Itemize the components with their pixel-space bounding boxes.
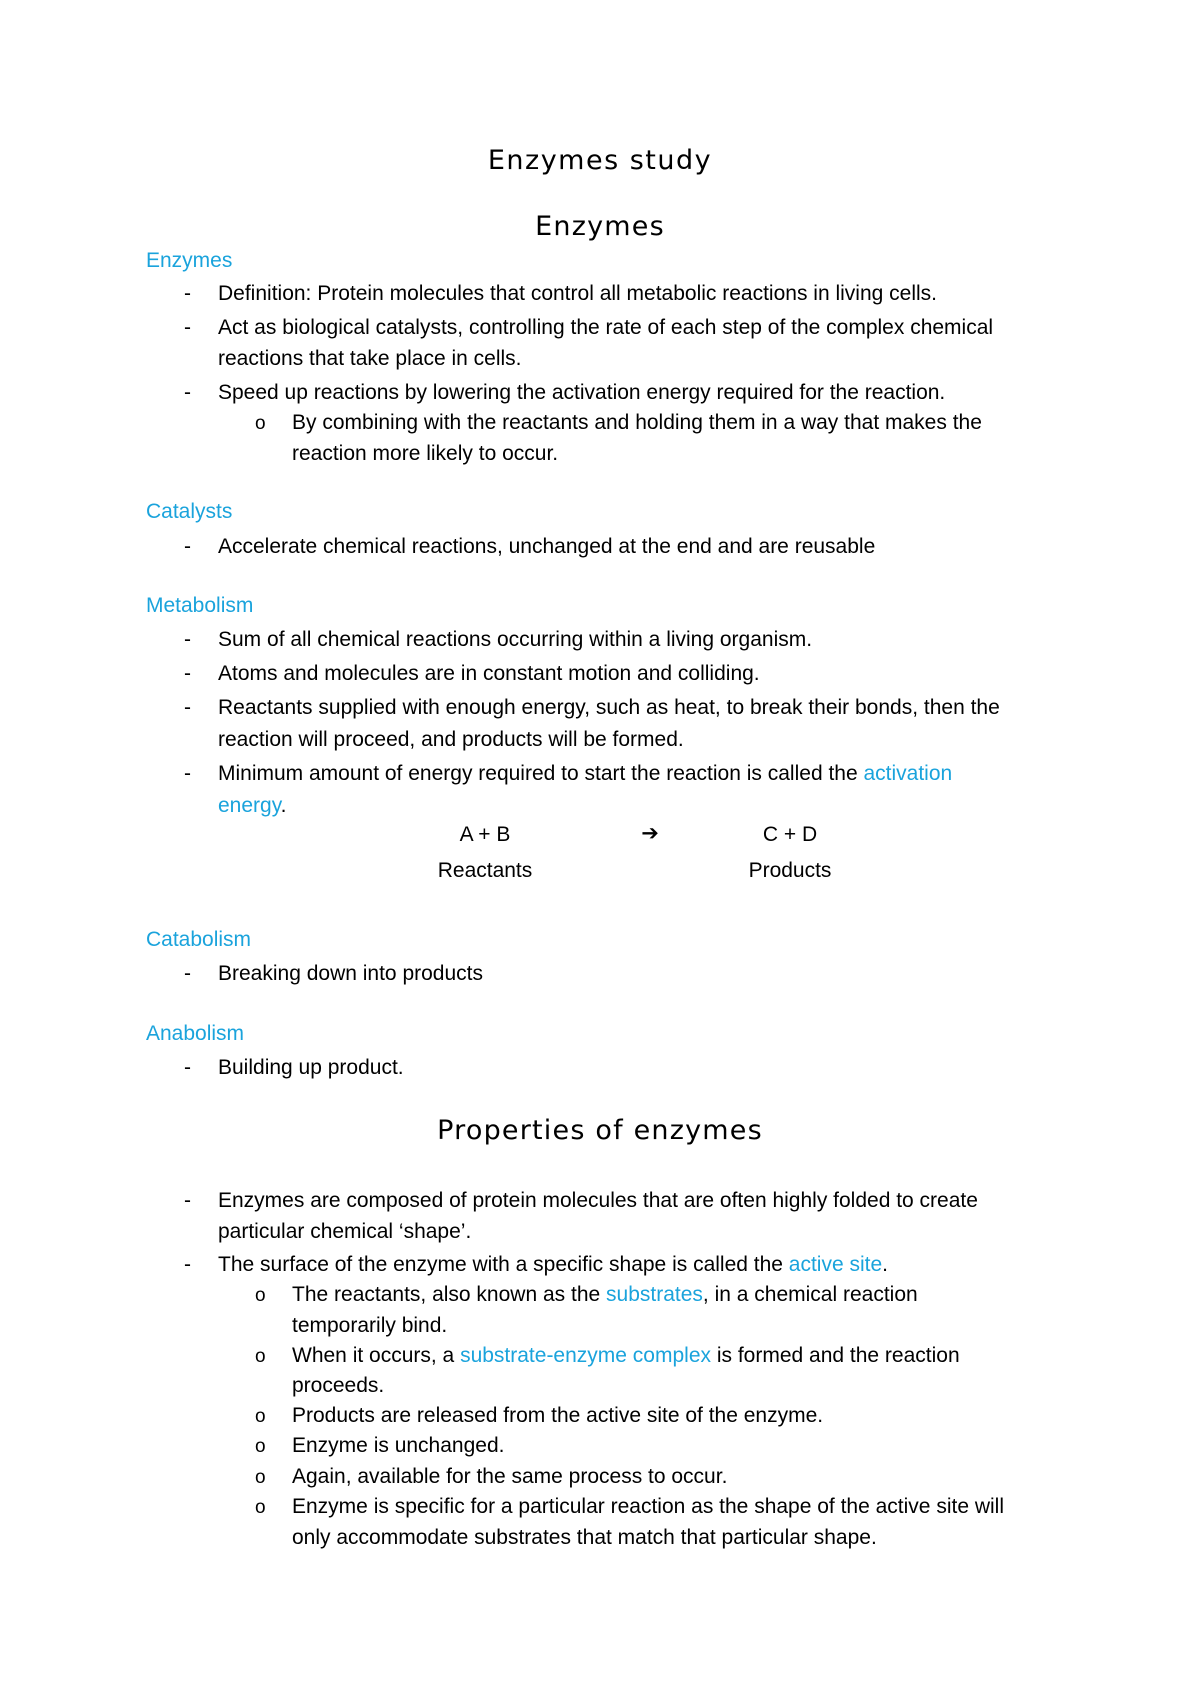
- label-products: Products: [748, 859, 832, 882]
- bullet-text: Building up product.: [218, 1056, 404, 1079]
- sub-bullet-text-part: is formed and the reaction: [711, 1344, 960, 1367]
- sub-bullet-text-part: When it occurs, a: [292, 1344, 461, 1367]
- sub-bullet-text: Enzyme is specific for a particular reaction as the shape of the active site will: [292, 1495, 1004, 1518]
- bullet-text: Atoms and molecules are in constant motion and colliding.: [218, 662, 760, 685]
- sub-bullet-marker: o: [255, 413, 266, 434]
- term-substrates: substrates: [606, 1283, 703, 1306]
- bullet-text: [218, 794, 287, 818]
- bullet-text: Act as biological catalysts, controlling the rate of each step of the complex chemical: [218, 316, 994, 339]
- sub-bullet-text: [292, 1344, 960, 1368]
- subheading-catalysts: Catalysts: [146, 500, 233, 523]
- sub-bullet-text: Products are released from the active site of the enzyme.: [292, 1404, 824, 1427]
- sub-bullet-marker: o: [255, 1467, 266, 1488]
- bullet-text-part: The surface of the enzyme with a specific shape is called the: [218, 1253, 789, 1276]
- term-activation: activation: [863, 762, 953, 785]
- equation-products: C + D: [762, 823, 818, 846]
- section-heading-enzymes: Enzymes: [535, 211, 665, 242]
- bullet-text: particular chemical ‘shape’.: [218, 1220, 472, 1243]
- bullet-marker: -: [184, 1056, 191, 1079]
- bullet-marker: -: [184, 1253, 191, 1276]
- arrow-icon: ➔: [641, 822, 659, 845]
- document-title: Enzymes study: [487, 145, 713, 176]
- sub-bullet-marker: o: [255, 1285, 266, 1306]
- sub-bullet-text: Enzyme is unchanged.: [292, 1434, 505, 1457]
- bullet-text: Sum of all chemical reactions occurring within a living organism.: [218, 628, 813, 651]
- term-active-site: active site: [788, 1253, 883, 1276]
- subheading-catabolism: Catabolism: [146, 928, 252, 951]
- sub-bullet-marker: o: [255, 1406, 266, 1427]
- sub-bullet-text: temporarily bind.: [292, 1314, 448, 1337]
- bullet-marker: -: [184, 316, 191, 339]
- subheading-enzymes: Enzymes: [146, 249, 233, 272]
- section-heading-properties: Properties of enzymes: [437, 1115, 763, 1146]
- bullet-text: Enzymes are composed of protein molecules that are often highly folded to create: [218, 1189, 978, 1212]
- sub-bullet-marker: o: [255, 1346, 266, 1367]
- bullet-marker: -: [184, 628, 191, 651]
- sub-bullet-text: only accommodate substrates that match that particular shape.: [292, 1526, 877, 1549]
- bullet-text: Definition: Protein molecules that control all metabolic reactions in living cells.: [218, 282, 938, 305]
- bullet-marker: -: [184, 1189, 191, 1212]
- sub-bullet-text: proceeds.: [292, 1374, 385, 1397]
- sub-bullet-marker: o: [255, 1436, 266, 1457]
- subheading-anabolism: Anabolism: [146, 1022, 245, 1045]
- bullet-text: Reactants supplied with enough energy, such as heat, to break their bonds, then the: [218, 696, 1000, 719]
- label-reactants: Reactants: [437, 859, 533, 882]
- bullet-marker: -: [184, 662, 191, 685]
- bullet-marker: -: [184, 535, 191, 558]
- bullet-marker: -: [184, 381, 191, 404]
- subheading-metabolism: Metabolism: [146, 594, 254, 617]
- bullet-text: reaction will proceed, and products will be formed.: [218, 728, 684, 751]
- sub-bullet-text: Again, available for the same process to occur.: [292, 1465, 728, 1488]
- bullet-text: [218, 762, 952, 786]
- sub-bullet-text: reaction more likely to occur.: [292, 442, 559, 465]
- term-energy: energy: [218, 794, 281, 817]
- bullet-marker: -: [184, 762, 191, 785]
- bullet-text-part: .: [280, 794, 287, 817]
- bullet-text: Breaking down into products: [218, 962, 483, 985]
- sub-bullet-text-part: The reactants, also known as the: [292, 1283, 607, 1306]
- bullet-text-part: Minimum amount of energy required to start the reaction is called the: [218, 762, 864, 785]
- bullet-text-part: .: [882, 1253, 889, 1276]
- bullet-text: [218, 1253, 888, 1277]
- term-substrate-enzyme-complex: substrate-enzyme complex: [460, 1344, 711, 1367]
- sub-bullet-text: By combining with the reactants and holding them in a way that makes the: [292, 411, 982, 434]
- bullet-marker: -: [184, 282, 191, 305]
- sub-bullet-marker: o: [255, 1497, 266, 1518]
- sub-bullet-text: [292, 1283, 918, 1307]
- equation-reactants: A + B: [459, 823, 511, 846]
- bullet-text: reactions that take place in cells.: [218, 347, 522, 370]
- bullet-text: Speed up reactions by lowering the activation energy required for the reaction.: [218, 381, 946, 404]
- bullet-marker: -: [184, 962, 191, 985]
- bullet-text: Accelerate chemical reactions, unchanged at the end and are reusable: [218, 535, 876, 558]
- sub-bullet-text-part: , in a chemical reaction: [702, 1283, 918, 1306]
- bullet-marker: -: [184, 696, 191, 719]
